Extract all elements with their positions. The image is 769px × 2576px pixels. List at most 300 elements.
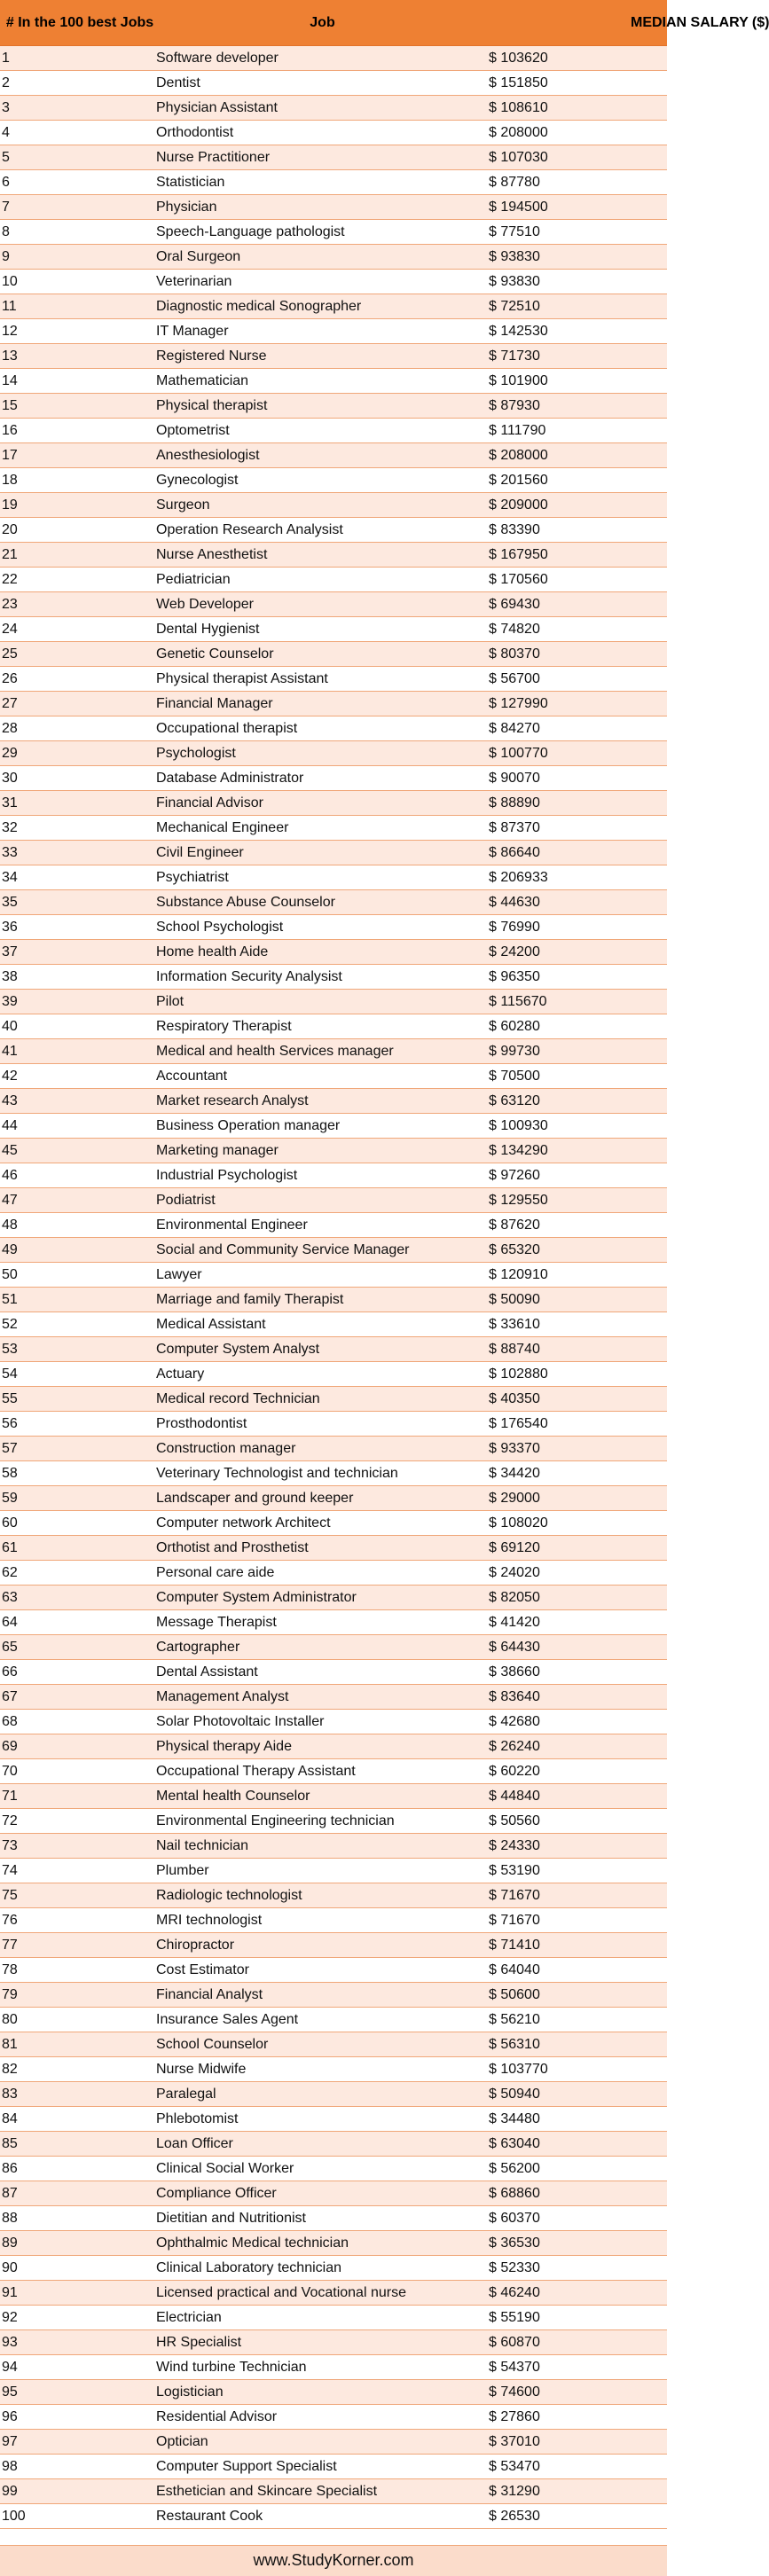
- job-cell: Occupational Therapy Assistant: [156, 1759, 489, 1784]
- salary-column-header: MEDIAN SALARY ($): [489, 0, 667, 46]
- rank-cell: 10: [0, 270, 156, 294]
- job-cell: Mathematician: [156, 369, 489, 394]
- rank-cell: 72: [0, 1809, 156, 1834]
- salary-cell: $ 88740: [489, 1337, 667, 1362]
- table-row: [0, 1362, 667, 1387]
- rank-cell: 47: [0, 1188, 156, 1213]
- rank-cell: 6: [0, 170, 156, 195]
- table-row: [0, 1312, 667, 1337]
- job-cell: Wind turbine Technician: [156, 2355, 489, 2380]
- salary-cell: $ 60220: [489, 1759, 667, 1784]
- salary-cell: $ 69120: [489, 1536, 667, 1561]
- job-cell: Clinical Laboratory technician: [156, 2256, 489, 2281]
- table-row: [0, 1064, 667, 1089]
- rank-cell: 99: [0, 2479, 156, 2504]
- table-row: [0, 1263, 667, 1288]
- job-cell: Restaurant Cook: [156, 2504, 489, 2529]
- salary-cell: $ 56310: [489, 2032, 667, 2057]
- salary-cell: $ 31290: [489, 2479, 667, 2504]
- table-row: [0, 145, 667, 170]
- salary-cell: $ 88890: [489, 791, 667, 816]
- salary-cell: $ 41420: [489, 1610, 667, 1635]
- job-cell: Home health Aide: [156, 940, 489, 965]
- rank-cell: 90: [0, 2256, 156, 2281]
- rank-cell: 44: [0, 1114, 156, 1139]
- rank-cell: 8: [0, 220, 156, 245]
- table-row: [0, 1809, 667, 1834]
- rank-cell: 92: [0, 2306, 156, 2330]
- rank-cell: 38: [0, 965, 156, 990]
- job-cell: Insurance Sales Agent: [156, 2008, 489, 2032]
- rank-cell: 7: [0, 195, 156, 220]
- job-cell: Social and Community Service Manager: [156, 1238, 489, 1263]
- rank-cell: 76: [0, 1908, 156, 1933]
- salary-cell: $ 24200: [489, 940, 667, 965]
- salary-cell: $ 52330: [489, 2256, 667, 2281]
- job-cell: Genetic Counselor: [156, 642, 489, 667]
- table-body: [0, 46, 667, 2529]
- table-row: [0, 741, 667, 766]
- job-cell: School Psychologist: [156, 915, 489, 940]
- salary-cell: $ 77510: [489, 220, 667, 245]
- rank-cell: 12: [0, 319, 156, 344]
- salary-cell: $ 60280: [489, 1014, 667, 1039]
- job-cell: Physical therapist Assistant: [156, 667, 489, 692]
- table-row: [0, 1759, 667, 1784]
- rank-cell: 21: [0, 543, 156, 568]
- job-cell: Logistician: [156, 2380, 489, 2405]
- table-row: [0, 1288, 667, 1312]
- salary-cell: $ 96350: [489, 965, 667, 990]
- salary-cell: $ 36530: [489, 2231, 667, 2256]
- table-row: [0, 568, 667, 592]
- salary-cell: $ 90070: [489, 766, 667, 791]
- rank-cell: 80: [0, 2008, 156, 2032]
- salary-cell: $ 71670: [489, 1908, 667, 1933]
- job-cell: Licensed practical and Vocational nurse: [156, 2281, 489, 2306]
- table-row: [0, 1213, 667, 1238]
- job-cell: Medical and health Services manager: [156, 1039, 489, 1064]
- table-row: [0, 890, 667, 915]
- rank-cell: 85: [0, 2132, 156, 2157]
- job-cell: Operation Research Analysist: [156, 518, 489, 543]
- rank-cell: 19: [0, 493, 156, 518]
- rank-cell: 27: [0, 692, 156, 716]
- salary-cell: $ 86640: [489, 841, 667, 865]
- table-row: [0, 1511, 667, 1536]
- salary-cell: $ 38660: [489, 1660, 667, 1685]
- table-row: [0, 96, 667, 121]
- table-row: [0, 2256, 667, 2281]
- salary-cell: $ 120910: [489, 1263, 667, 1288]
- rank-cell: 77: [0, 1933, 156, 1958]
- job-cell: Oral Surgeon: [156, 245, 489, 270]
- table-row: [0, 865, 667, 890]
- table-row: [0, 1710, 667, 1734]
- table-row: [0, 2132, 667, 2157]
- job-column-header: Job: [156, 0, 489, 46]
- rank-cell: 2: [0, 71, 156, 96]
- job-cell: Ophthalmic Medical technician: [156, 2231, 489, 2256]
- table-row: [0, 2430, 667, 2455]
- salary-cell: $ 93830: [489, 245, 667, 270]
- job-cell: Marriage and family Therapist: [156, 1288, 489, 1312]
- table-row: [0, 1114, 667, 1139]
- salary-cell: $ 65320: [489, 1238, 667, 1263]
- salary-cell: $ 64430: [489, 1635, 667, 1660]
- table-row: [0, 1635, 667, 1660]
- rank-column-header: # In the 100 best Jobs: [0, 0, 156, 46]
- table-row: [0, 1163, 667, 1188]
- job-cell: Environmental Engineering technician: [156, 1809, 489, 1834]
- salary-cell: $ 42680: [489, 1710, 667, 1734]
- table-row: [0, 1039, 667, 1064]
- job-cell: Physical therapy Aide: [156, 1734, 489, 1759]
- rank-cell: 16: [0, 419, 156, 443]
- job-cell: Nurse Anesthetist: [156, 543, 489, 568]
- rank-cell: 24: [0, 617, 156, 642]
- job-cell: Phlebotomist: [156, 2107, 489, 2132]
- salary-cell: $ 100930: [489, 1114, 667, 1139]
- rank-cell: 40: [0, 1014, 156, 1039]
- table-row: [0, 344, 667, 369]
- table-row: [0, 2231, 667, 2256]
- salary-cell: $ 56200: [489, 2157, 667, 2181]
- salary-cell: $ 127990: [489, 692, 667, 716]
- job-cell: Statistician: [156, 170, 489, 195]
- salary-cell: $ 44840: [489, 1784, 667, 1809]
- salary-cell: $ 68860: [489, 2181, 667, 2206]
- job-cell: Psychologist: [156, 741, 489, 766]
- salary-cell: $ 55190: [489, 2306, 667, 2330]
- rank-cell: 59: [0, 1486, 156, 1511]
- job-cell: Dental Hygienist: [156, 617, 489, 642]
- rank-cell: 96: [0, 2405, 156, 2430]
- table-row: [0, 2281, 667, 2306]
- job-cell: Plumber: [156, 1859, 489, 1883]
- job-cell: Anesthesiologist: [156, 443, 489, 468]
- salary-cell: $ 56210: [489, 2008, 667, 2032]
- salary-cell: $ 46240: [489, 2281, 667, 2306]
- table-row: [0, 1660, 667, 1685]
- rank-cell: 18: [0, 468, 156, 493]
- rank-cell: 11: [0, 294, 156, 319]
- table-row: [0, 2157, 667, 2181]
- table-row: [0, 766, 667, 791]
- rank-cell: 91: [0, 2281, 156, 2306]
- job-cell: Pediatrician: [156, 568, 489, 592]
- salary-cell: $ 33610: [489, 1312, 667, 1337]
- table-row: [0, 1685, 667, 1710]
- table-row: [0, 493, 667, 518]
- salary-cell: $ 176540: [489, 1412, 667, 1437]
- table-row: [0, 1412, 667, 1437]
- job-cell: Optician: [156, 2430, 489, 2455]
- salary-cell: $ 167950: [489, 543, 667, 568]
- table-row: [0, 2008, 667, 2032]
- table-row: [0, 270, 667, 294]
- rank-cell: 97: [0, 2430, 156, 2455]
- rank-cell: 37: [0, 940, 156, 965]
- rank-cell: 56: [0, 1412, 156, 1437]
- rank-cell: 17: [0, 443, 156, 468]
- table-row: [0, 1983, 667, 2008]
- job-cell: Database Administrator: [156, 766, 489, 791]
- salary-cell: $ 80370: [489, 642, 667, 667]
- rank-cell: 95: [0, 2380, 156, 2405]
- salary-cell: $ 142530: [489, 319, 667, 344]
- table-row: [0, 642, 667, 667]
- job-cell: Veterinary Technologist and technician: [156, 1461, 489, 1486]
- rank-cell: 1: [0, 46, 156, 71]
- salary-cell: $ 50940: [489, 2082, 667, 2107]
- salary-cell: $ 60370: [489, 2206, 667, 2231]
- job-cell: Dental Assistant: [156, 1660, 489, 1685]
- rank-cell: 71: [0, 1784, 156, 1809]
- table-row: [0, 592, 667, 617]
- salary-cell: $ 70500: [489, 1064, 667, 1089]
- job-cell: Personal care aide: [156, 1561, 489, 1586]
- rank-cell: 34: [0, 865, 156, 890]
- job-cell: Civil Engineer: [156, 841, 489, 865]
- job-cell: Information Security Analysist: [156, 965, 489, 990]
- salary-cell: $ 134290: [489, 1139, 667, 1163]
- rank-cell: 51: [0, 1288, 156, 1312]
- table-row: [0, 2181, 667, 2206]
- job-cell: Loan Officer: [156, 2132, 489, 2157]
- salary-cell: $ 50560: [489, 1809, 667, 1834]
- rank-cell: 62: [0, 1561, 156, 1586]
- rank-cell: 74: [0, 1859, 156, 1883]
- rank-cell: 57: [0, 1437, 156, 1461]
- rank-cell: 33: [0, 841, 156, 865]
- job-cell: Financial Manager: [156, 692, 489, 716]
- rank-cell: 3: [0, 96, 156, 121]
- table-row: [0, 1958, 667, 1983]
- table-row: [0, 692, 667, 716]
- table-row: [0, 1561, 667, 1586]
- job-cell: Financial Analyst: [156, 1983, 489, 2008]
- salary-cell: $ 24020: [489, 1561, 667, 1586]
- job-cell: Medical Assistant: [156, 1312, 489, 1337]
- table-row: [0, 1461, 667, 1486]
- job-cell: Physician Assistant: [156, 96, 489, 121]
- job-cell: Financial Advisor: [156, 791, 489, 816]
- rank-cell: 68: [0, 1710, 156, 1734]
- job-cell: Optometrist: [156, 419, 489, 443]
- table-row: [0, 468, 667, 493]
- table-row: [0, 2206, 667, 2231]
- job-cell: Software developer: [156, 46, 489, 71]
- job-cell: Lawyer: [156, 1263, 489, 1288]
- job-cell: Speech-Language pathologist: [156, 220, 489, 245]
- rank-cell: 98: [0, 2455, 156, 2479]
- salary-cell: $ 83640: [489, 1685, 667, 1710]
- salary-cell: $ 82050: [489, 1586, 667, 1610]
- table-row: [0, 170, 667, 195]
- table-row: [0, 220, 667, 245]
- table-row: [0, 1188, 667, 1213]
- rank-cell: 88: [0, 2206, 156, 2231]
- salary-cell: $ 97260: [489, 1163, 667, 1188]
- table-row: [0, 1014, 667, 1039]
- rank-cell: 67: [0, 1685, 156, 1710]
- table-row: [0, 2306, 667, 2330]
- salary-cell: $ 93830: [489, 270, 667, 294]
- salary-cell: $ 206933: [489, 865, 667, 890]
- table-row: [0, 816, 667, 841]
- rank-cell: 22: [0, 568, 156, 592]
- salary-cell: $ 87780: [489, 170, 667, 195]
- salary-cell: $ 74820: [489, 617, 667, 642]
- table-row: [0, 2479, 667, 2504]
- table-row: [0, 294, 667, 319]
- rank-cell: 66: [0, 1660, 156, 1685]
- rank-cell: 5: [0, 145, 156, 170]
- rank-cell: 46: [0, 1163, 156, 1188]
- job-cell: Environmental Engineer: [156, 1213, 489, 1238]
- rank-cell: 49: [0, 1238, 156, 1263]
- job-cell: Accountant: [156, 1064, 489, 1089]
- rank-cell: 84: [0, 2107, 156, 2132]
- table-row: [0, 791, 667, 816]
- table-row: [0, 419, 667, 443]
- job-cell: Physician: [156, 195, 489, 220]
- table-row: [0, 121, 667, 145]
- salary-cell: $ 50090: [489, 1288, 667, 1312]
- job-cell: Esthetician and Skincare Specialist: [156, 2479, 489, 2504]
- table-row: [0, 1610, 667, 1635]
- rank-cell: 89: [0, 2231, 156, 2256]
- rank-cell: 14: [0, 369, 156, 394]
- rank-cell: 65: [0, 1635, 156, 1660]
- salary-cell: $ 24330: [489, 1834, 667, 1859]
- table-row: [0, 965, 667, 990]
- job-cell: Cost Estimator: [156, 1958, 489, 1983]
- salary-cell: $ 151850: [489, 71, 667, 96]
- salary-cell: $ 208000: [489, 121, 667, 145]
- rank-cell: 20: [0, 518, 156, 543]
- salary-cell: $ 129550: [489, 1188, 667, 1213]
- table-row: [0, 1933, 667, 1958]
- job-cell: Prosthodontist: [156, 1412, 489, 1437]
- table-row: [0, 443, 667, 468]
- rank-cell: 31: [0, 791, 156, 816]
- table-row: [0, 394, 667, 419]
- job-cell: Occupational therapist: [156, 716, 489, 741]
- rank-cell: 28: [0, 716, 156, 741]
- rank-cell: 83: [0, 2082, 156, 2107]
- rank-cell: 81: [0, 2032, 156, 2057]
- salary-cell: $ 44630: [489, 890, 667, 915]
- salary-cell: $ 71670: [489, 1883, 667, 1908]
- rank-cell: 15: [0, 394, 156, 419]
- rank-cell: 42: [0, 1064, 156, 1089]
- job-cell: Pilot: [156, 990, 489, 1014]
- rank-cell: 26: [0, 667, 156, 692]
- table-row: [0, 71, 667, 96]
- table-row: [0, 195, 667, 220]
- table-row: [0, 940, 667, 965]
- salary-cell: $ 111790: [489, 419, 667, 443]
- job-cell: Chiropractor: [156, 1933, 489, 1958]
- table-row: [0, 2057, 667, 2082]
- rank-cell: 86: [0, 2157, 156, 2181]
- table-row: [0, 1883, 667, 1908]
- table-row: [0, 2330, 667, 2355]
- table-row: [0, 2380, 667, 2405]
- salary-cell: $ 87370: [489, 816, 667, 841]
- salary-cell: $ 103620: [489, 46, 667, 71]
- table-row: [0, 1486, 667, 1511]
- salary-cell: $ 101900: [489, 369, 667, 394]
- salary-cell: $ 56700: [489, 667, 667, 692]
- job-cell: HR Specialist: [156, 2330, 489, 2355]
- job-cell: Industrial Psychologist: [156, 1163, 489, 1188]
- rank-cell: 94: [0, 2355, 156, 2380]
- job-cell: Market research Analyst: [156, 1089, 489, 1114]
- job-cell: Mental health Counselor: [156, 1784, 489, 1809]
- rank-cell: 58: [0, 1461, 156, 1486]
- salary-cell: $ 107030: [489, 145, 667, 170]
- salary-cell: $ 83390: [489, 518, 667, 543]
- salary-cell: $ 53190: [489, 1859, 667, 1883]
- job-cell: Business Operation manager: [156, 1114, 489, 1139]
- salary-cell: $ 26530: [489, 2504, 667, 2529]
- salary-cell: $ 27860: [489, 2405, 667, 2430]
- salary-cell: $ 71410: [489, 1933, 667, 1958]
- job-cell: Diagnostic medical Sonographer: [156, 294, 489, 319]
- rank-cell: 100: [0, 2504, 156, 2529]
- salary-cell: $ 60870: [489, 2330, 667, 2355]
- rank-cell: 13: [0, 344, 156, 369]
- job-cell: Solar Photovoltaic Installer: [156, 1710, 489, 1734]
- rank-cell: 75: [0, 1883, 156, 1908]
- salary-cell: $ 99730: [489, 1039, 667, 1064]
- table-row: [0, 2504, 667, 2529]
- table-row: [0, 915, 667, 940]
- job-cell: MRI technologist: [156, 1908, 489, 1933]
- rank-cell: 52: [0, 1312, 156, 1337]
- salary-cell: $ 72510: [489, 294, 667, 319]
- salary-cell: $ 34480: [489, 2107, 667, 2132]
- rank-cell: 50: [0, 1263, 156, 1288]
- job-cell: Dietitian and Nutritionist: [156, 2206, 489, 2231]
- job-cell: Veterinarian: [156, 270, 489, 294]
- table-row: [0, 2355, 667, 2380]
- rank-cell: 63: [0, 1586, 156, 1610]
- table-row: [0, 667, 667, 692]
- job-cell: Mechanical Engineer: [156, 816, 489, 841]
- salary-cell: $ 53470: [489, 2455, 667, 2479]
- rank-cell: 79: [0, 1983, 156, 2008]
- salary-cell: $ 29000: [489, 1486, 667, 1511]
- rank-cell: 30: [0, 766, 156, 791]
- job-cell: Computer System Administrator: [156, 1586, 489, 1610]
- table-row: [0, 1337, 667, 1362]
- salary-cell: $ 87620: [489, 1213, 667, 1238]
- rank-cell: 23: [0, 592, 156, 617]
- table-row: [0, 2455, 667, 2479]
- table-row: [0, 2032, 667, 2057]
- salary-cell: $ 100770: [489, 741, 667, 766]
- table-row: [0, 1387, 667, 1412]
- table-row: [0, 716, 667, 741]
- job-cell: Compliance Officer: [156, 2181, 489, 2206]
- rank-cell: 87: [0, 2181, 156, 2206]
- salary-cell: $ 37010: [489, 2430, 667, 2455]
- rank-cell: 64: [0, 1610, 156, 1635]
